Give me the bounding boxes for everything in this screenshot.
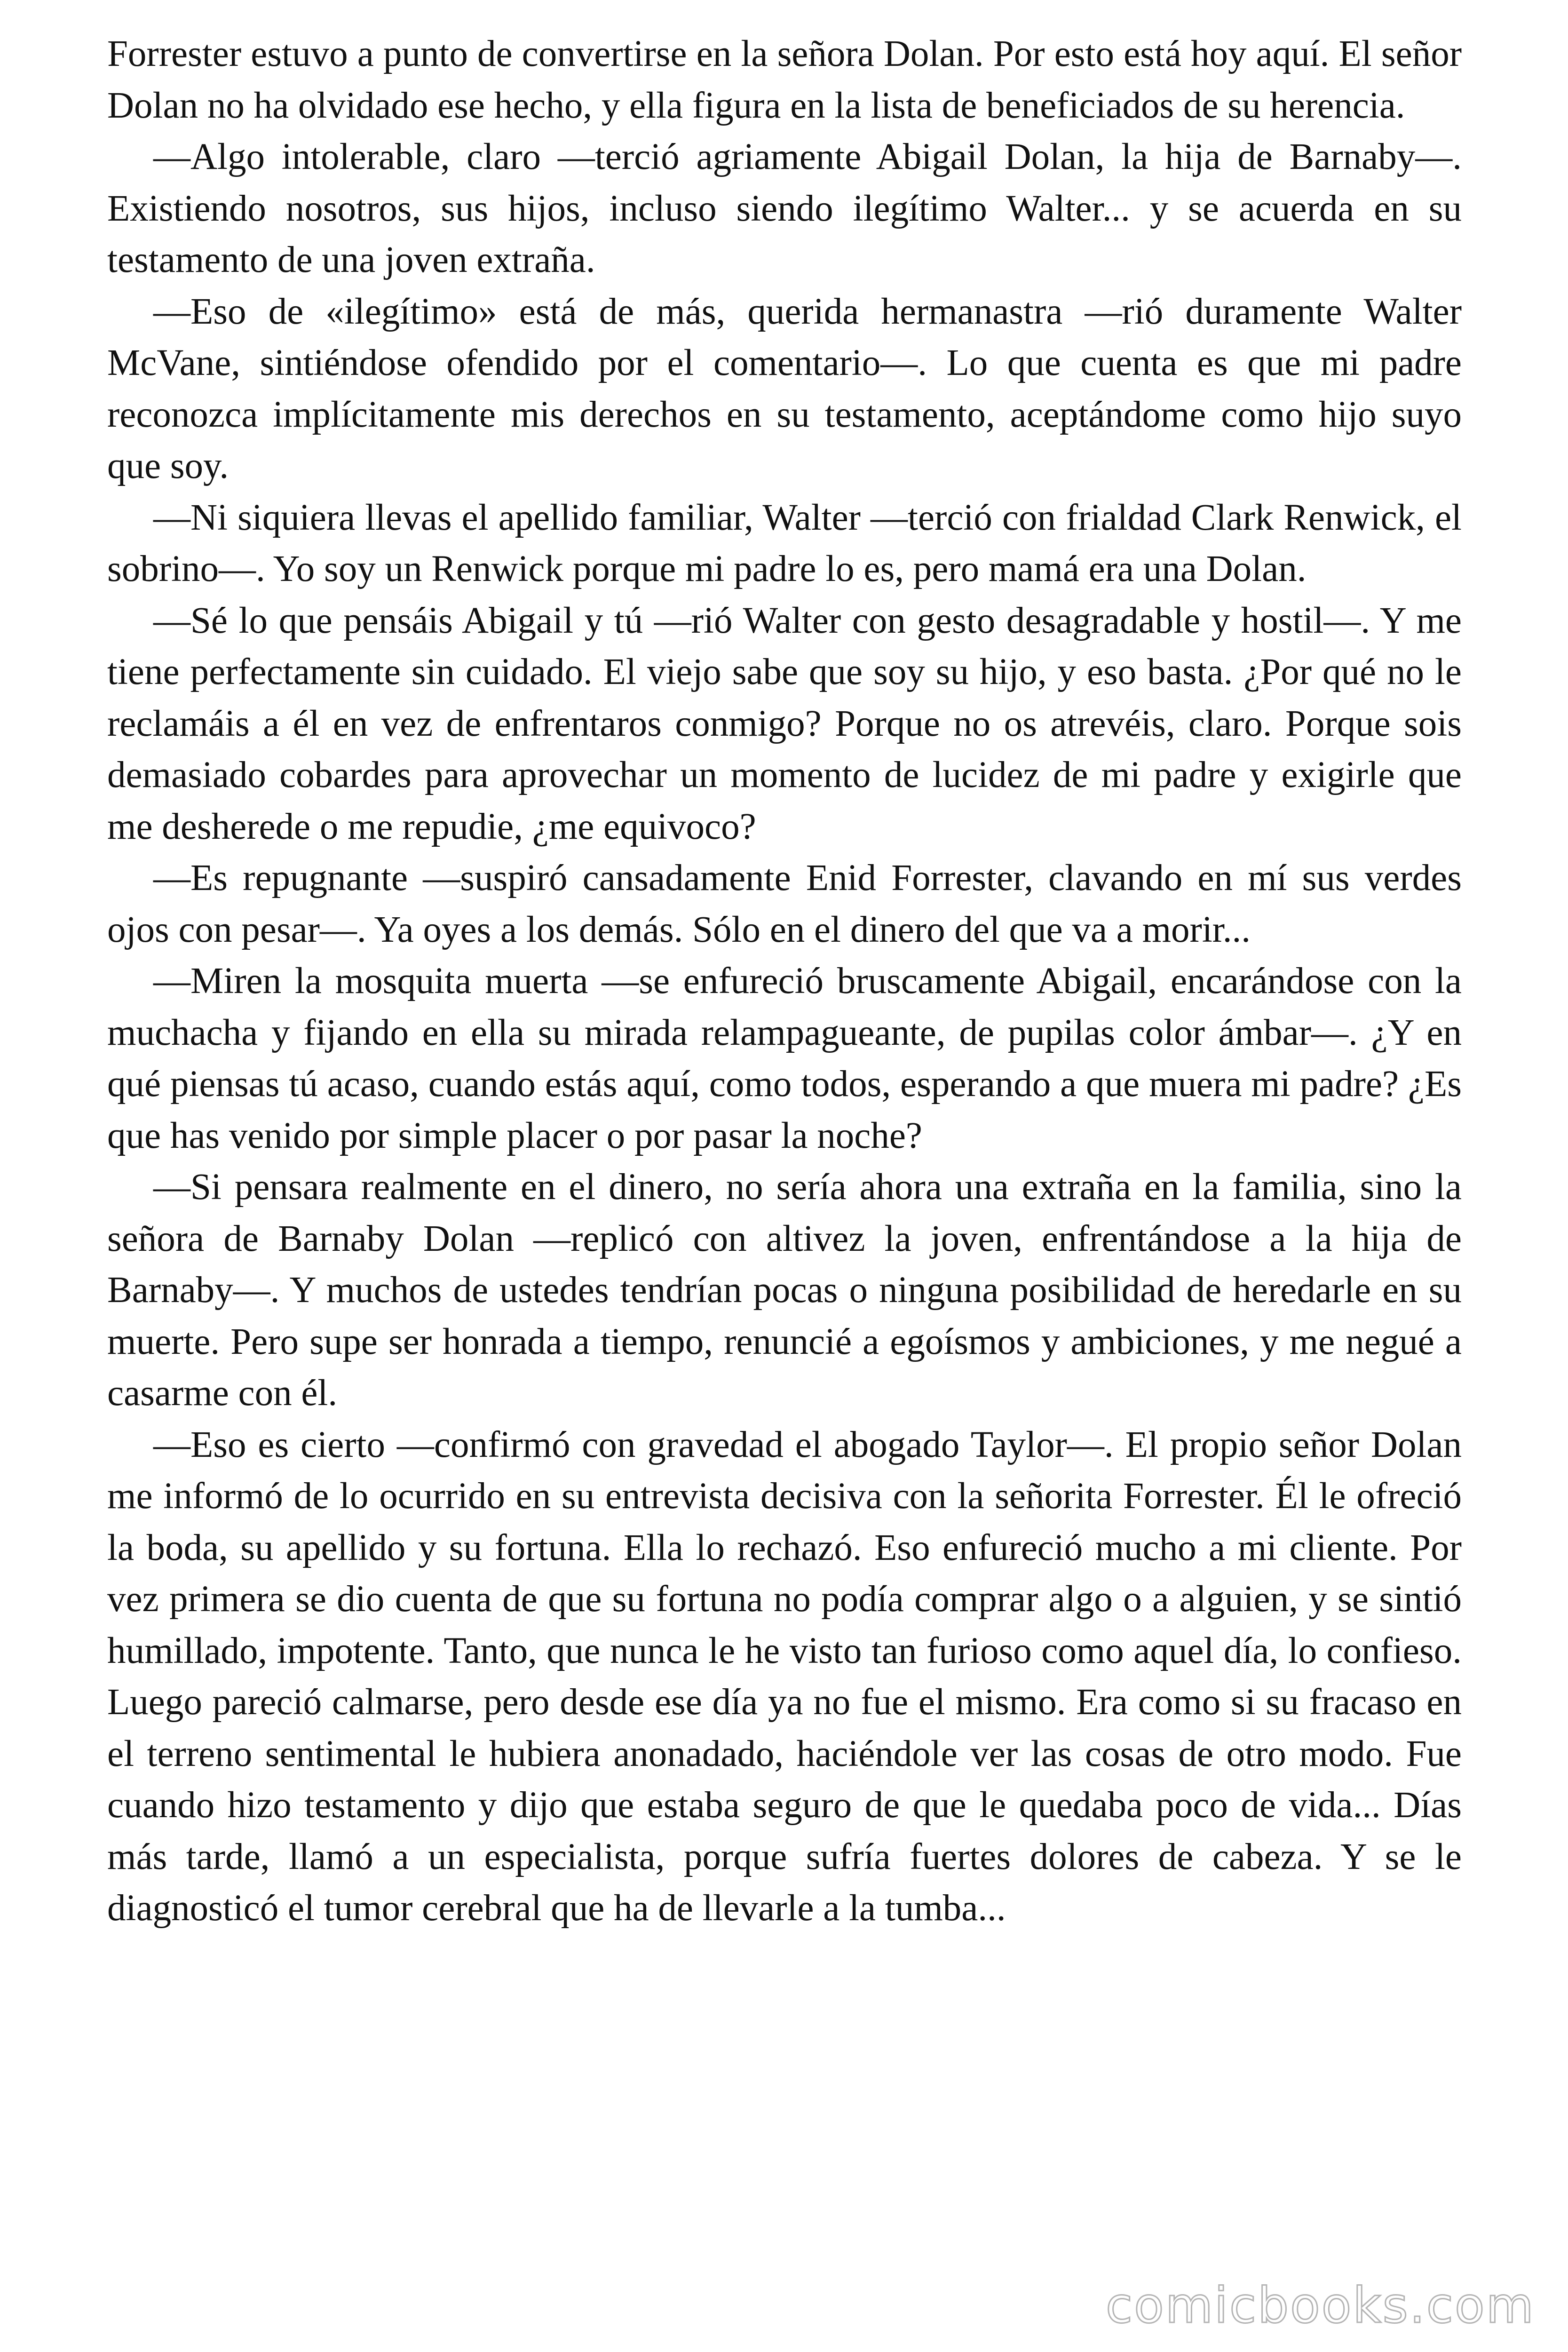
paragraph-continuation: Forrester estuvo a punto de convertirse en la señora Dolan. Por esto está hoy aquí. El señor Dolan no ha olvidado ese hecho, y ella figura en la lista de beneficiados de su herencia.	[107, 33, 1462, 126]
paragraph: —Eso es cierto —confirmó con gravedad el abogado Taylor—. El propio señor Dolan me informó de lo ocurrido en su entrevista decisiva con la señorita Forrester. Él le ofreció la boda, su apellido y su fortuna. Ella lo rechazó. Eso enfureció mucho a mi cliente. Por vez primera se dio cuenta de que su fortuna no podía comprar algo o a alguien, y se sintió humillado, impotente. Tanto, que nunca le he visto tan furioso como aquel día, lo confieso. Luego pareció calmarse, pero desde ese día ya no fue el mismo. Era como si su fracaso en el terreno sentimental le hubiera anonadado, haciéndole ver las cosas de otro modo. Fue cuando hizo testamento y dijo que estaba seguro de que le quedaba poco de vida... Días más tarde, llamó a un especialista, porque sufría fuertes dolores de cabeza. Y se le diagnosticó el tumor cerebral que ha de llevarle a la tumba...	[107, 1424, 1462, 1929]
paragraph: —Sé lo que pensáis Abigail y tú —rió Walter con gesto desagradable y hostil—. Y me tiene perfectamente sin cuidado. El viejo sabe que soy su hijo, y eso basta. ¿Por qué no le reclamáis a él en vez de enfrentaros conmigo? Porque no os atrevéis, claro. Porque sois demasiado cobardes para aprovechar un momento de lucidez de mi padre y exigirle que me desherede o me repudie, ¿me equivoco?	[107, 600, 1462, 847]
book-page-text	[107, 28, 1462, 1934]
paragraph: —Eso de «ilegítimo» está de más, querida hermanastra —rió duramente Walter McVane, sintiéndose ofendido por el comentario—. Lo que cuenta es que mi padre reconozca implícitamente mis derechos en su testamento, aceptándome como hijo suyo que soy.	[107, 291, 1462, 486]
paragraph: —Si pensara realmente en el dinero, no sería ahora una extraña en la familia, sino la señora de Barnaby Dolan —replicó con altivez la joven, enfrentándose a la hija de Barnaby—. Y muchos de ustedes tendrían pocas o ninguna posibilidad de heredarle en su muerte. Pero supe ser honrada a tiempo, renuncié a egoísmos y ambiciones, y me negué a casarme con él.	[107, 1167, 1462, 1414]
paragraph: —Miren la mosquita muerta —se enfureció bruscamente Abigail, encarándose con la muchacha y fijando en ella su mirada relampagueante, de pupilas color ámbar—. ¿Y en qué piensas tú acaso, cuando estás aquí, como todos, esperando a que muera mi padre? ¿Es que has venido por simple placer o por pasar la noche?	[107, 961, 1462, 1156]
paragraph: —Ni siquiera llevas el apellido familiar, Walter —terció con frialdad Clark Renwick, el sobrino—. Yo soy un Renwick porque mi padre lo es, pero mamá era una Dolan.	[107, 497, 1462, 589]
paragraph: —Es repugnante —suspiró cansadamente Enid Forrester, clavando en mí sus verdes ojos con pesar—. Ya oyes a los demás. Sólo en el dinero del que va a morir...	[107, 858, 1462, 950]
paragraph: —Algo intolerable, claro —terció agriamente Abigail Dolan, la hija de Barnaby—. Existiendo nosotros, sus hijos, incluso siendo ilegítimo Walter... y se acuerda en su testamento de una joven extraña.	[107, 136, 1462, 280]
watermark: comicbooks.com	[1105, 2277, 1535, 2334]
